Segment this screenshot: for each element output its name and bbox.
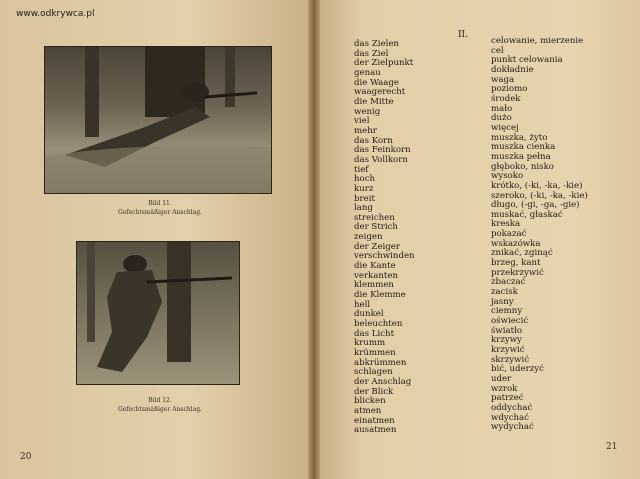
left-page-number: 20 [20,452,32,462]
german-word: der Zielpunkt [354,58,414,69]
german-word: das Korn [354,135,393,146]
german-word: krümmen [354,348,396,358]
polish-word: cel [491,45,504,56]
german-word: das Ziel [354,48,389,59]
polish-word: długo, (-gi, -ga, -gie) [491,200,580,211]
german-word: blicken [354,396,386,407]
german-word: schlagen [354,367,393,378]
polish-word: punkt celowania [491,55,563,66]
german-word: viel [354,116,370,127]
polish-word: znikać, zginąć [491,248,553,259]
polish-word: jasny [491,296,514,307]
german-word: der Anschlag [354,376,412,387]
german-word: tief [354,164,369,175]
polish-word: głęboko, nisko [491,161,554,172]
german-word: der Blick [354,386,394,397]
german-word: der Strich [354,222,398,233]
polish-word: mało [491,103,513,114]
polish-word: krzywić [491,345,525,355]
polish-word: zacisk [491,287,518,298]
german-word: der Zeiger [354,241,400,252]
german-word: abkrümmen [354,357,407,368]
polish-word: więcej [491,122,519,133]
polish-word: szeroko, (-ki, -ka, -kie) [491,190,588,201]
german-word: die Mitte [354,96,394,107]
german-word: hell [354,299,371,310]
polish-word: krzywy [491,335,522,346]
german-word: klemmen [354,280,394,291]
polish-word: bić, uderzyć [491,364,544,375]
german-word: mehr [354,125,377,136]
german-word: das Licht [354,328,395,339]
polish-word: pokazać [491,229,527,240]
figure-12-caption [60,397,260,413]
watermark: www.odkrywca.pl [16,9,95,19]
german-word: das Feinkorn [354,145,411,156]
polish-word: krótko, (-ki, -ka, -kie) [491,180,583,191]
polish-word: skrzywić [491,354,530,365]
german-word: streichen [354,212,395,223]
polish-word: wskazówka [491,238,541,249]
german-word: verschwinden [354,251,415,262]
polish-word: wysoko [491,171,524,182]
german-word: zeigen [354,232,383,243]
figure-11-text: Gefechtsmäßiger Anschlag. [118,209,202,216]
book-gutter [308,0,320,479]
polish-word: wydychać [491,422,534,433]
german-word: atmen [354,405,382,416]
german-word: die Waage [354,77,399,88]
polish-word: kreska [491,219,521,230]
polish-word: uder [491,373,512,384]
german-word: breit [354,193,375,204]
polish-word-list [491,37,588,433]
polish-word: dokładnie [491,64,534,75]
german-word-list [354,40,415,436]
german-word: lang [354,203,373,214]
polish-word: wdychać [491,412,529,423]
german-word: waagerecht [354,87,406,98]
polish-word: wzrok [491,383,518,394]
polish-word: muskać, głaskać [491,209,563,220]
german-word: beleuchten [354,319,403,330]
polish-word: celowanie, mierzenie [491,36,584,46]
photo-kneeling-soldier [76,241,240,385]
german-word: die Kante [354,261,396,272]
figure-12-number: Bild 12. [148,397,172,404]
polish-word: patrzeć [491,393,524,404]
figure-11-number: Bild 11. [148,200,172,207]
figure-12-text: Gefechtsmäßiger Anschlag. [118,406,202,413]
german-word: wenig [354,106,381,117]
polish-word: oddychać [491,402,533,413]
polish-word: brzeg, kant [491,258,541,269]
german-word: verkanten [354,270,398,281]
german-word: das Zielen [354,39,399,49]
polish-word: środek [491,93,521,104]
polish-word: zbaczać [491,277,526,288]
polish-word: światło [491,325,523,336]
german-word: die Klemme [354,290,406,301]
german-word: kurz [354,183,374,194]
german-word: dunkel [354,309,384,320]
polish-word: waga [491,74,515,85]
german-word: einatmen [354,415,395,426]
polish-word: muszka cienka [491,142,556,153]
polish-word: poziomo [491,84,528,95]
german-word: hoch [354,174,376,185]
figure-11-caption [60,200,260,216]
polish-word: oświecić [491,316,529,327]
german-word: ausatmen [354,425,397,436]
polish-word: muszka, żyto [491,132,548,143]
german-word: das Vollkorn [354,154,408,165]
polish-word: muszka pełna [491,151,551,162]
german-word: genau [354,67,381,78]
german-word: krumm [354,338,386,349]
polish-word: ciemny [491,306,523,317]
section-number: II. [458,30,468,40]
photo-prone-soldier [44,46,272,194]
polish-word: przekrzywić [491,267,544,278]
right-page-number: 21 [606,442,618,452]
polish-word: dużo [491,113,512,124]
